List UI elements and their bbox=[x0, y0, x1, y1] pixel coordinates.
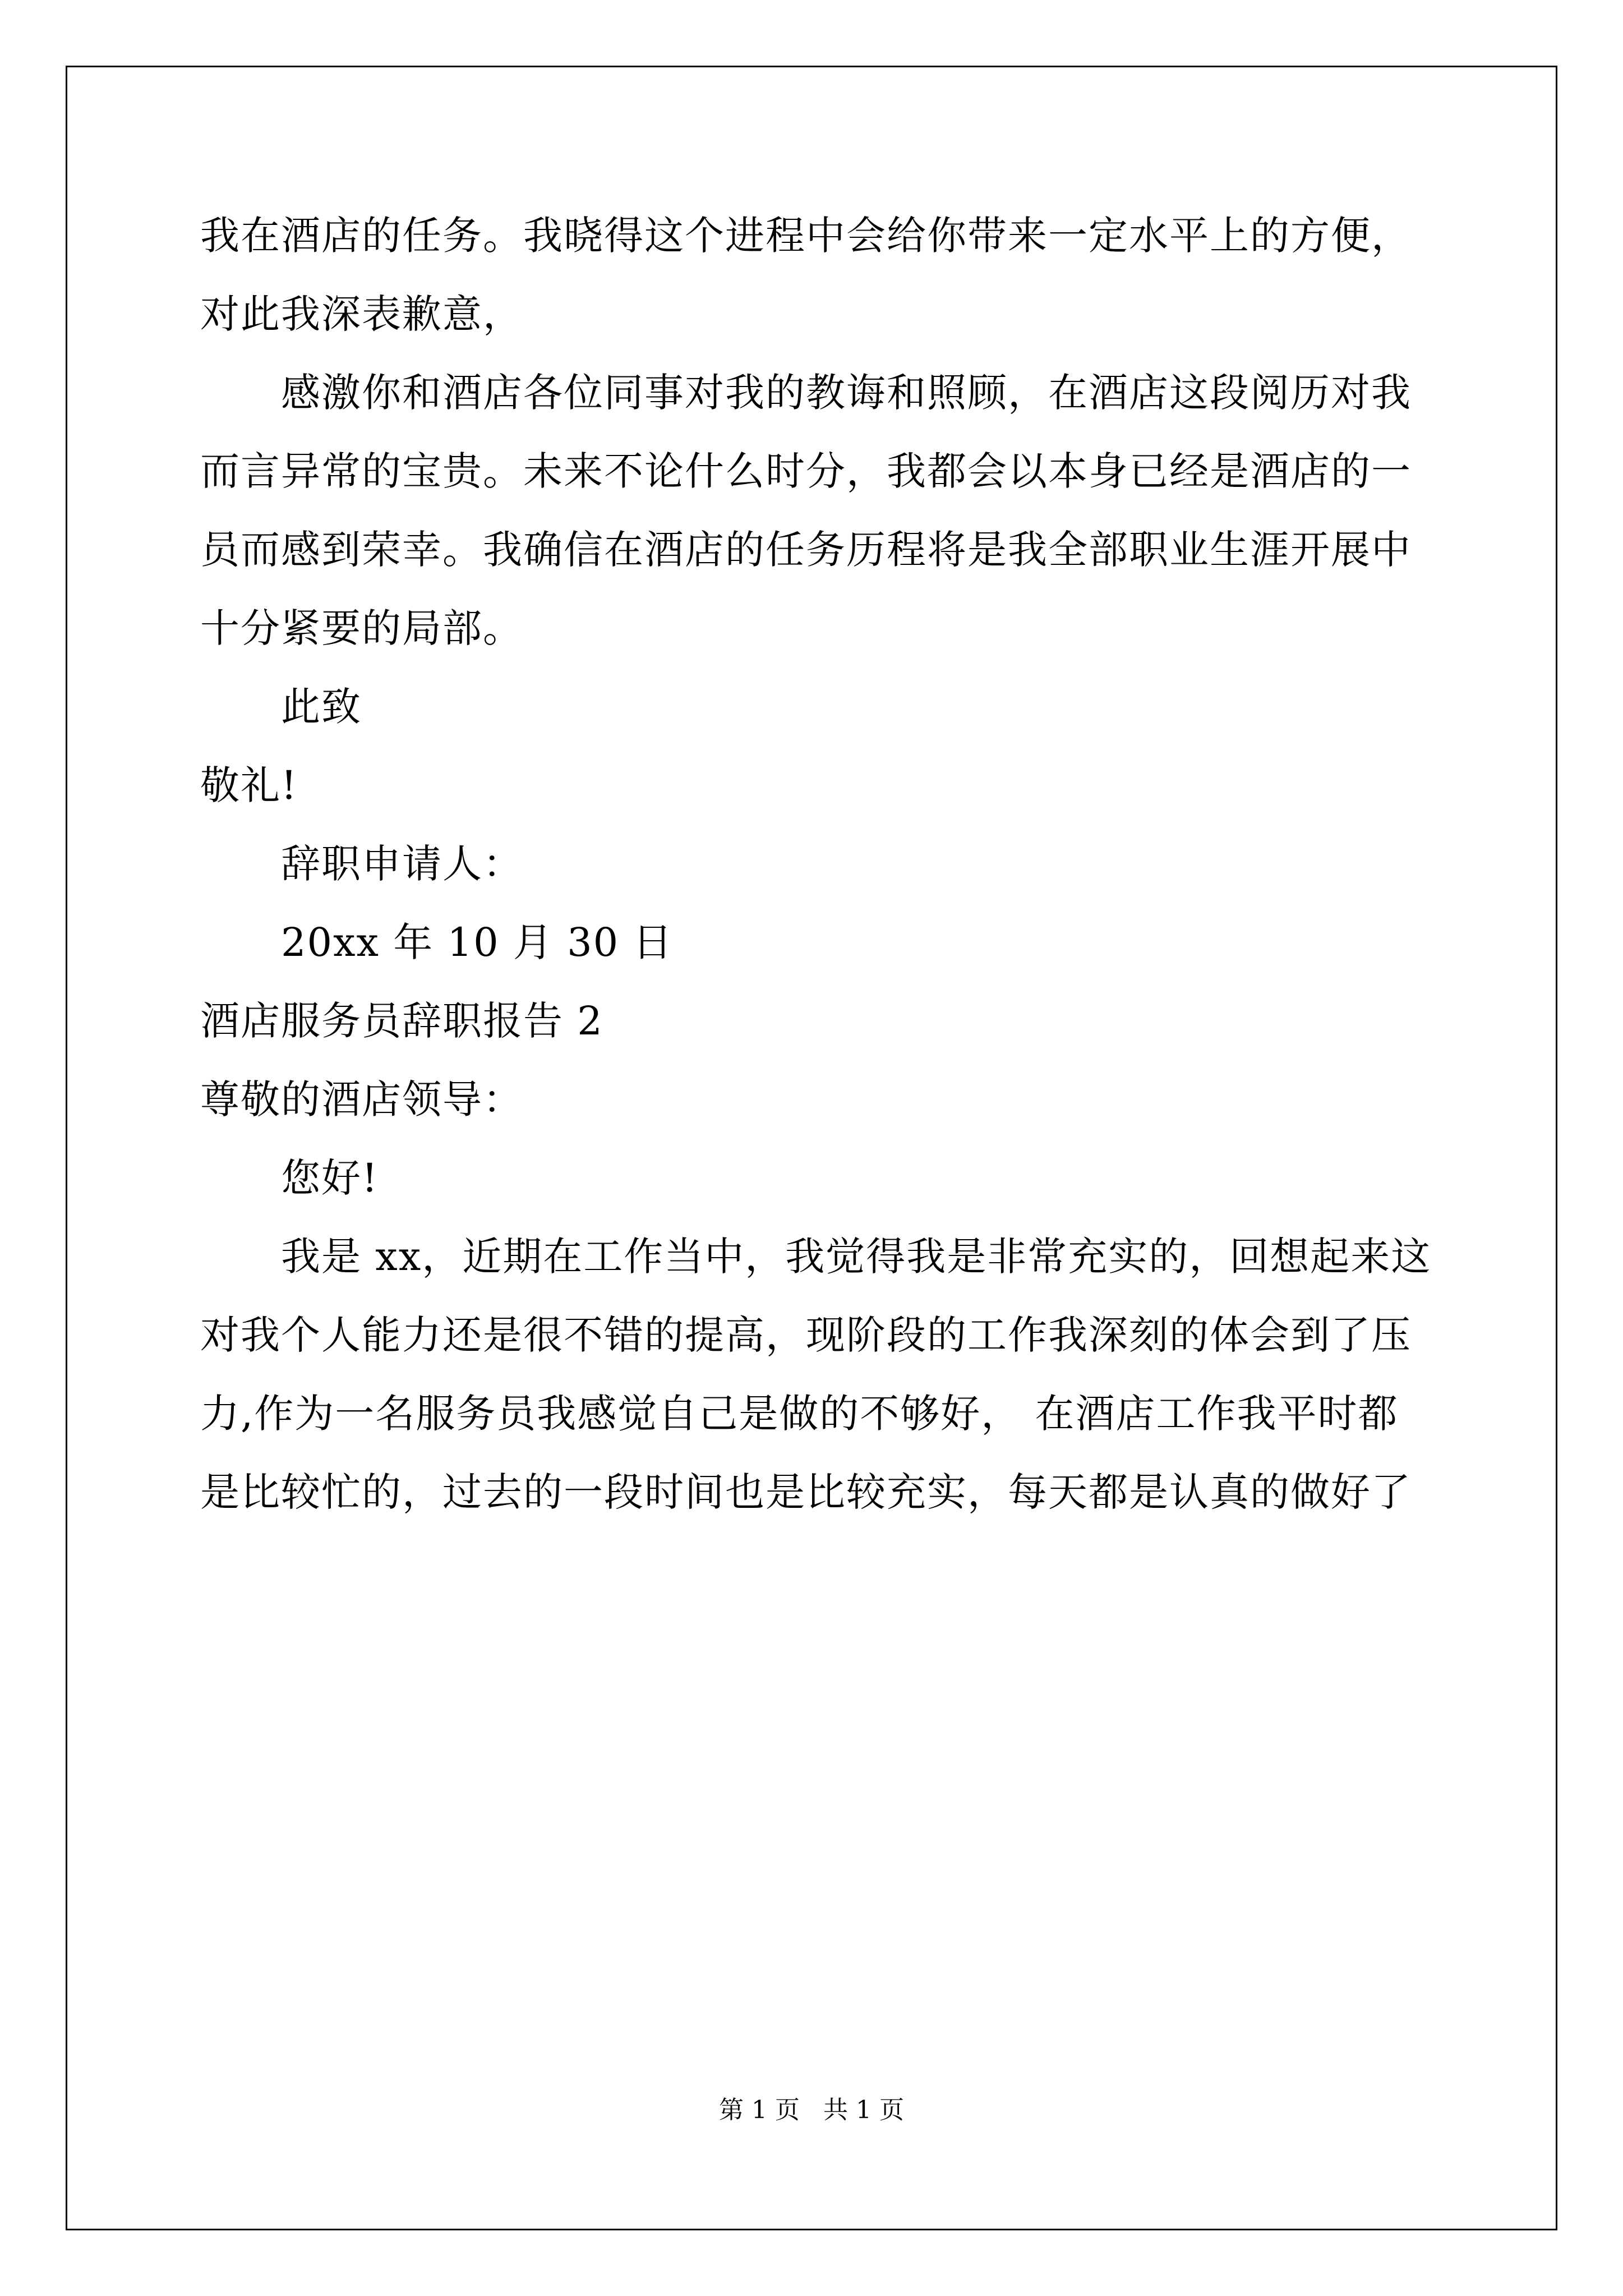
signature-date: 20xx 年 10 月 30 日 bbox=[281, 919, 674, 965]
body-line-9: 力,作为一名服务员我感觉自己是做的不够好， 在酒店工作我平时都 bbox=[200, 1391, 1399, 1437]
body-line-2: 对此我深表歉意， bbox=[200, 291, 523, 337]
body-line-3: 感激你和酒店各位同事对我的教诲和照顾，在酒店这段阅历对我 bbox=[281, 370, 1412, 416]
signature-label: 辞职申请人： bbox=[281, 841, 523, 887]
body-line-7: 我是 xx，近期在工作当中，我觉得我是非常充实的，回想起来这 bbox=[281, 1234, 1432, 1280]
body-line-10: 是比较忙的，过去的一段时间也是比较充实，每天都是认真的做好了 bbox=[200, 1469, 1412, 1515]
page-footer: 第 1 页 共 1 页 bbox=[719, 2096, 904, 2124]
body-line-5: 员而感到荣幸。我确信在酒店的任务历程将是我全部职业生涯开展中 bbox=[200, 527, 1412, 573]
section-heading: 酒店服务员辞职报告 2 bbox=[200, 998, 603, 1044]
body-line-4: 而言异常的宝贵。未来不论什么时分，我都会以本身已经是酒店的一 bbox=[200, 448, 1412, 494]
closing-salutation: 此致 bbox=[281, 684, 362, 730]
body-line-8: 对我个人能力还是很不错的提高，现阶段的工作我深刻的体会到了压 bbox=[200, 1312, 1412, 1358]
body-line-6: 十分紧要的局部。 bbox=[200, 605, 523, 651]
letter-greeting: 尊敬的酒店领导： bbox=[200, 1076, 523, 1122]
closing-regards: 敬礼! bbox=[200, 762, 298, 808]
body-line-1: 我在酒店的任务。我晓得这个进程中会给你带来一定水平上的方便， bbox=[200, 213, 1412, 259]
letter-hello: 您好! bbox=[281, 1155, 379, 1201]
